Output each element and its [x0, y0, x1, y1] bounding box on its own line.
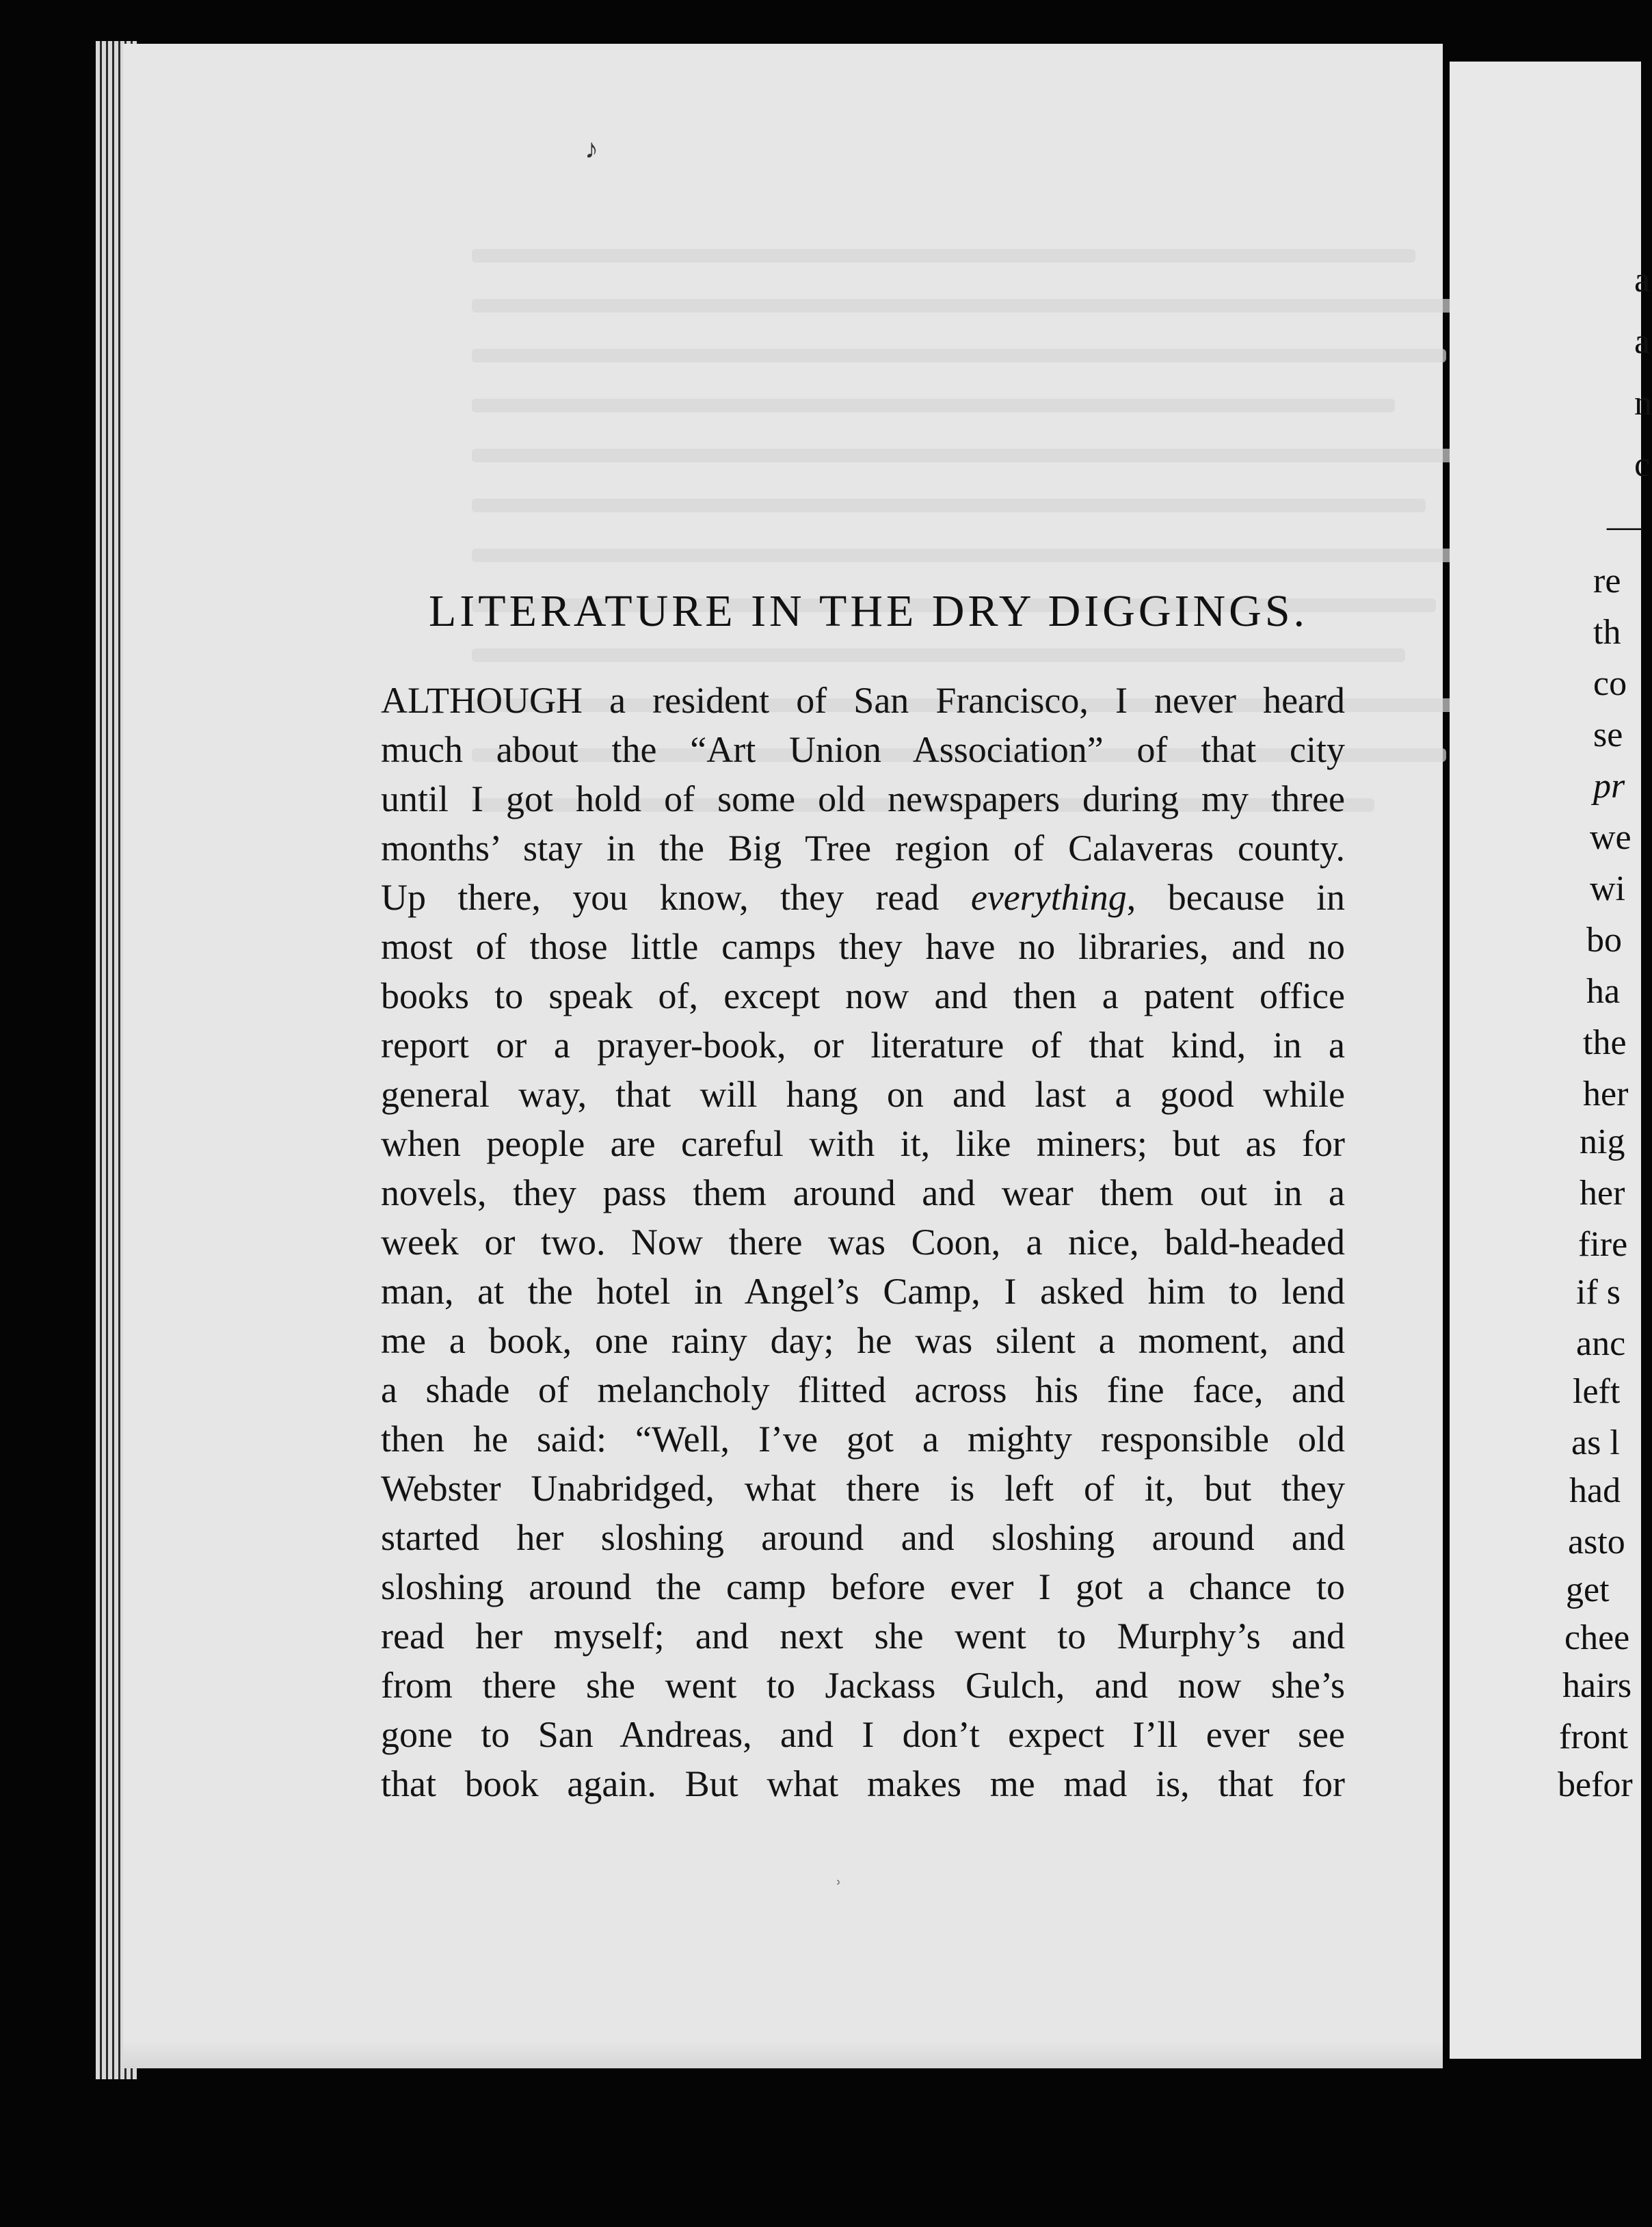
text-line: books to speak of, except now and then a patent office [381, 975, 1345, 1016]
text-line: report or a prayer-book, or literature of that kind, in a [381, 1025, 1345, 1066]
right-page-text-fragment: her [1580, 1174, 1625, 1213]
right-page-text-fragment: chee [1564, 1618, 1630, 1657]
right-page-text-fragment: had [1569, 1471, 1621, 1510]
right-page-text-fragment: as l [1571, 1423, 1620, 1462]
text-line: ALTHOUGH a resident of San Francisco, I never heard [381, 680, 1345, 721]
text-line: from there she went to Jackass Gulch, and now she’s [381, 1665, 1345, 1706]
stray-mark: ˒ [834, 1864, 842, 1891]
right-page-text-fragment: asto [1568, 1523, 1625, 1561]
right-page-text-fragment: bo [1586, 921, 1622, 960]
right-page-text-fragment: pr [1593, 767, 1625, 806]
right-page-text-fragment: wi [1590, 869, 1625, 908]
right-page-text-fragment: a [1634, 322, 1651, 361]
right-page-text-fragment: left [1573, 1372, 1621, 1411]
text-line: Webster Unabridged, what there is left of it, but they [381, 1468, 1345, 1509]
right-page-text-fragment: re [1593, 562, 1621, 601]
right-page-text-fragment: co [1593, 664, 1627, 703]
right-page-text-fragment: se [1593, 715, 1623, 754]
text-line: started her sloshing around and sloshing around and [381, 1517, 1345, 1558]
right-page-text-fragment: — [1607, 507, 1642, 546]
text-line: week or two. Now there was Coon, a nice, bald-headed [381, 1222, 1345, 1263]
text-line: months’ stay in the Big Tree region of Calaveras county. [381, 828, 1345, 869]
text-line: man, at the hotel in Angel’s Camp, I asked him to lend [381, 1271, 1345, 1312]
stray-mark: ♪ [585, 133, 598, 164]
right-page-text-fragment: th [1593, 613, 1621, 652]
right-page-text-fragment: nig [1580, 1122, 1625, 1161]
text-line: sloshing around the camp before ever I got a chance to [381, 1566, 1345, 1607]
text-line: read her myself; and next she went to Murphy’s and [381, 1616, 1345, 1657]
right-page-text-fragment: n [1634, 384, 1652, 423]
right-page-text-fragment: fire [1578, 1225, 1628, 1264]
text-line: Up there, you know, they read everything, because in [381, 877, 1346, 918]
text-line: when people are careful with it, like miners; but as for [381, 1123, 1345, 1164]
right-page-text-fragment: hairs [1562, 1666, 1632, 1705]
text-line: me a book, one rainy day; he was silent a moment, and [381, 1320, 1345, 1361]
page-title: LITERATURE IN THE DRY DIGGINGS. [428, 586, 1309, 636]
right-page-text-fragment: ha [1586, 972, 1621, 1011]
right-page-text-fragment: a [1634, 261, 1651, 300]
text-line: a shade of melancholy flitted across his fine face, and [381, 1369, 1345, 1410]
right-page-text-fragment: her [1583, 1075, 1629, 1114]
text-line: novels, they pass them around and wear them out in a [381, 1172, 1345, 1213]
right-page-text-fragment: the [1583, 1023, 1627, 1062]
right-page-text-fragment: befor [1558, 1765, 1633, 1804]
right-page-fragment [1450, 62, 1652, 2059]
text-line: then he said: “Well, I’ve got a mighty responsible old [381, 1419, 1345, 1460]
text-line: most of those little camps they have no libraries, and no [381, 926, 1345, 967]
text-line: general way, that will hang on and last a good while [381, 1074, 1345, 1115]
text-line: that book again. But what makes me mad is, that for [381, 1763, 1345, 1804]
right-page-text-fragment: front [1559, 1717, 1629, 1756]
right-page-text-fragment: if s [1576, 1273, 1621, 1312]
text-line: gone to San Andreas, and I don’t expect I’ll ever see [381, 1714, 1345, 1755]
right-page-text-fragment: c [1634, 445, 1651, 484]
right-page-text-fragment: anc [1576, 1324, 1626, 1363]
right-page-text-fragment: we [1590, 818, 1631, 857]
article-body [381, 676, 1345, 1808]
text-line: much about the “Art Union Association” of that city [381, 729, 1345, 770]
right-page-text-fragment: get [1566, 1570, 1610, 1609]
text-line: until I got hold of some old newspapers during my three [381, 778, 1345, 819]
